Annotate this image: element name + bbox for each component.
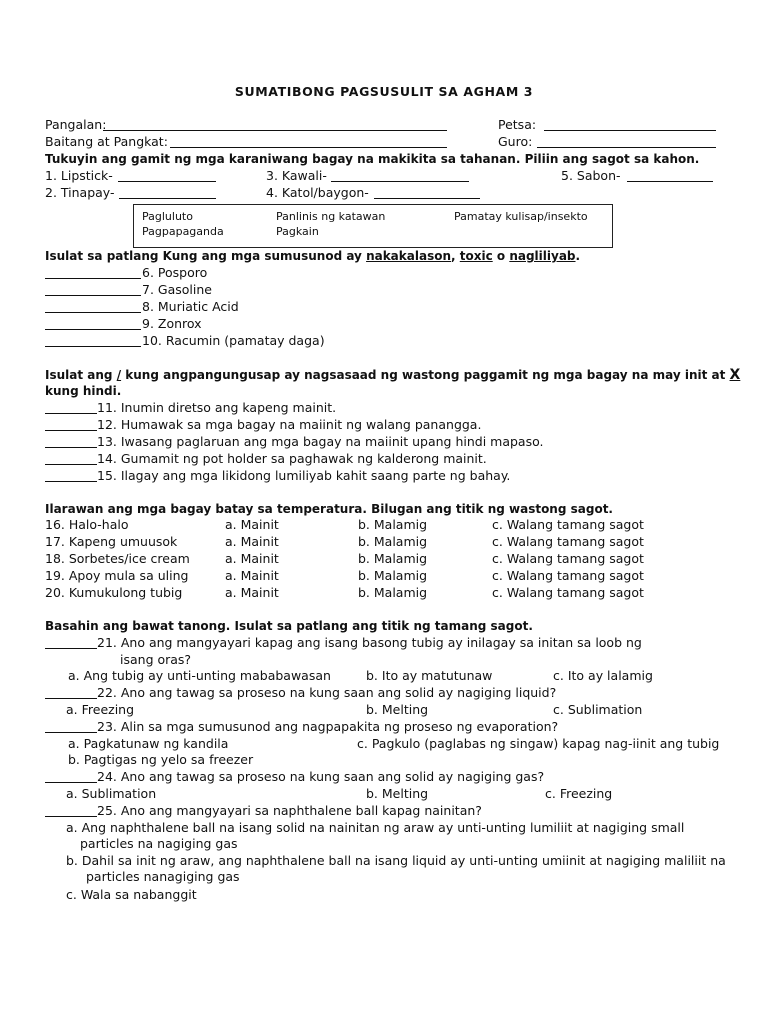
teacher-label: Guro: <box>498 134 533 149</box>
teacher-blank[interactable] <box>537 147 716 148</box>
name-label: Pangalan: <box>45 117 107 132</box>
choice: Pagluluto <box>142 210 193 223</box>
part3-instruction: Isulat ang / kung angpangungusap ay nagsasaad ng wastong paggamit ng mga bagay na may init at X <box>45 367 741 383</box>
option-b[interactable]: b. Melting <box>366 786 429 801</box>
option-a[interactable]: a. Pagkatunaw ng kandila <box>68 736 229 751</box>
part3-instruction-cont: kung hindi. <box>45 384 122 398</box>
answer-blank[interactable] <box>45 312 141 313</box>
answer-blank[interactable] <box>45 346 141 347</box>
option-b[interactable]: b. Malamig <box>358 551 428 566</box>
option-b[interactable]: b. Malamig <box>358 534 428 549</box>
choice: Pamatay kulisap/insekto <box>454 210 588 223</box>
choice: Panlinis ng katawan <box>276 210 386 223</box>
grade-blank[interactable] <box>170 147 447 148</box>
option-c[interactable]: c. Freezing <box>545 786 613 801</box>
answer-blank[interactable] <box>45 816 97 817</box>
item-6: 6. Posporo <box>142 265 208 280</box>
page-title: SUMATIBONG PAGSUSULIT SA AGHAM 3 <box>234 84 534 99</box>
option-b-cont: particles nanagiging gas <box>86 869 240 884</box>
item-4-blank[interactable] <box>374 198 480 199</box>
choice: Pagpapaganda <box>142 225 224 238</box>
answer-blank[interactable] <box>45 732 97 733</box>
item-13: 13. Iwasang paglaruan ang mga bagay na maiinit upang hindi mapaso. <box>97 434 544 449</box>
option-b[interactable]: b. Malamig <box>358 517 428 532</box>
item-9: 9. Zonrox <box>142 316 202 331</box>
option-c[interactable]: c. Sublimation <box>553 702 643 717</box>
item-3-blank[interactable] <box>331 181 469 182</box>
question-21-cont: isang oras? <box>120 652 192 667</box>
answer-blank[interactable] <box>45 698 97 699</box>
question: 20. Kumukulong tubig <box>45 585 183 600</box>
option-c[interactable]: c. Ito ay lalamig <box>553 668 653 683</box>
grade-label: Baitang at Pangkat: <box>45 134 168 149</box>
item-5-blank[interactable] <box>627 181 713 182</box>
option-c[interactable]: c. Walang tamang sagot <box>492 585 644 600</box>
question: 18. Sorbetes/ice cream <box>45 551 190 566</box>
answer-blank[interactable] <box>45 464 97 465</box>
item-11: 11. Inumin diretso ang kapeng mainit. <box>97 400 337 415</box>
option-a[interactable]: a. Mainit <box>225 551 279 566</box>
question: 16. Halo-halo <box>45 517 129 532</box>
item-4: 4. Katol/baygon- <box>266 185 369 200</box>
choice: Pagkain <box>276 225 319 238</box>
item-2-blank[interactable] <box>119 198 216 199</box>
item-8: 8. Muriatic Acid <box>142 299 239 314</box>
option-b[interactable]: b. Dahil sa init ng araw, ang naphthalene ball na isang liquid ay unti-unting umiinit at nagiging maliliit na <box>66 853 726 868</box>
question-24: 24. Ano ang tawag sa proseso na kung saan ang solid ay nagiging gas? <box>97 769 545 784</box>
option-c[interactable]: c. Walang tamang sagot <box>492 568 644 583</box>
question: 19. Apoy mula sa uling <box>45 568 189 583</box>
option-a[interactable]: a. Mainit <box>225 568 279 583</box>
item-7: 7. Gasoline <box>142 282 212 297</box>
question-25: 25. Ano ang mangyayari sa naphthalene ball kapag nainitan? <box>97 803 482 818</box>
option-a[interactable]: a. Freezing <box>66 702 135 717</box>
option-a[interactable]: a. Mainit <box>225 534 279 549</box>
check-mark: / <box>116 368 122 382</box>
part5-instruction: Basahin ang bawat tanong. Isulat sa patlang ang titik ng tamang sagot. <box>45 619 533 633</box>
option-b[interactable]: b. Malamig <box>358 585 428 600</box>
item-1: 1. Lipstick- <box>45 168 113 183</box>
option-b[interactable]: b. Ito ay matutunaw <box>366 668 493 683</box>
option-b[interactable]: b. Pagtigas ng yelo sa freezer <box>68 752 254 767</box>
answer-blank[interactable] <box>45 782 97 783</box>
option-a[interactable]: a. Ang tubig ay unti-unting mababawasan <box>68 668 331 683</box>
item-2: 2. Tinapay- <box>45 185 115 200</box>
item-5: 5. Sabon- <box>561 168 621 183</box>
answer-blank[interactable] <box>45 481 97 482</box>
option-a[interactable]: a. Mainit <box>225 585 279 600</box>
option-b[interactable]: b. Malamig <box>358 568 428 583</box>
answer-blank[interactable] <box>45 278 141 279</box>
date-blank[interactable] <box>544 130 716 131</box>
choices-box <box>133 204 613 248</box>
cross-mark: X <box>729 367 741 383</box>
item-15: 15. Ilagay ang mga likidong lumiliyab kahit saang parte ng bahay. <box>97 468 511 483</box>
option-a[interactable]: a. Mainit <box>225 517 279 532</box>
name-blank[interactable] <box>103 130 447 131</box>
question: 17. Kapeng umuusok <box>45 534 178 549</box>
part4-instruction: Ilarawan ang mga bagay batay sa temperatura. Bilugan ang titik ng wastong sagot. <box>45 502 613 516</box>
option-c[interactable]: c. Wala sa nabanggit <box>66 887 197 902</box>
question-21: 21. Ano ang mangyayari kapag ang isang basong tubig ay inilagay sa initan sa loob ng <box>97 635 642 650</box>
item-10: 10. Racumin (pamatay daga) <box>142 333 325 348</box>
answer-blank[interactable] <box>45 430 97 431</box>
part2-instruction: Isulat sa patlang Kung ang mga sumusunod ay nakakalason, toxic o nagliliyab. <box>45 249 581 263</box>
part1-instruction: Tukuyin ang gamit ng mga karaniwang bagay na makikita sa tahanan. Piliin ang sagot sa kahon. <box>45 152 700 166</box>
option-c[interactable]: c. Pagkulo (paglabas ng singaw) kapag nag-iinit ang tubig <box>357 736 720 751</box>
answer-blank[interactable] <box>45 329 141 330</box>
item-1-blank[interactable] <box>118 181 216 182</box>
item-12: 12. Humawak sa mga bagay na maiinit ng walang panangga. <box>97 417 482 432</box>
answer-blank[interactable] <box>45 295 141 296</box>
item-14: 14. Gumamit ng pot holder sa paghawak ng kalderong mainit. <box>97 451 487 466</box>
option-a[interactable]: a. Ang naphthalene ball na isang solid na nainitan ng araw ay unti-unting lumiliit at nagiging small <box>66 820 685 835</box>
answer-blank[interactable] <box>45 447 97 448</box>
question-23: 23. Alin sa mga sumusunod ang nagpapakita ng proseso ng evaporation? <box>97 719 559 734</box>
option-b[interactable]: b. Melting <box>366 702 429 717</box>
answer-blank[interactable] <box>45 413 97 414</box>
date-label: Petsa: <box>498 117 537 132</box>
item-3: 3. Kawali- <box>266 168 327 183</box>
option-c[interactable]: c. Walang tamang sagot <box>492 517 644 532</box>
option-c[interactable]: c. Walang tamang sagot <box>492 534 644 549</box>
answer-blank[interactable] <box>45 648 97 649</box>
option-a[interactable]: a. Sublimation <box>66 786 157 801</box>
option-a-cont: particles na nagiging gas <box>80 836 238 851</box>
option-c[interactable]: c. Walang tamang sagot <box>492 551 644 566</box>
question-22: 22. Ano ang tawag sa proseso na kung saan ang solid ay nagiging liquid? <box>97 685 557 700</box>
